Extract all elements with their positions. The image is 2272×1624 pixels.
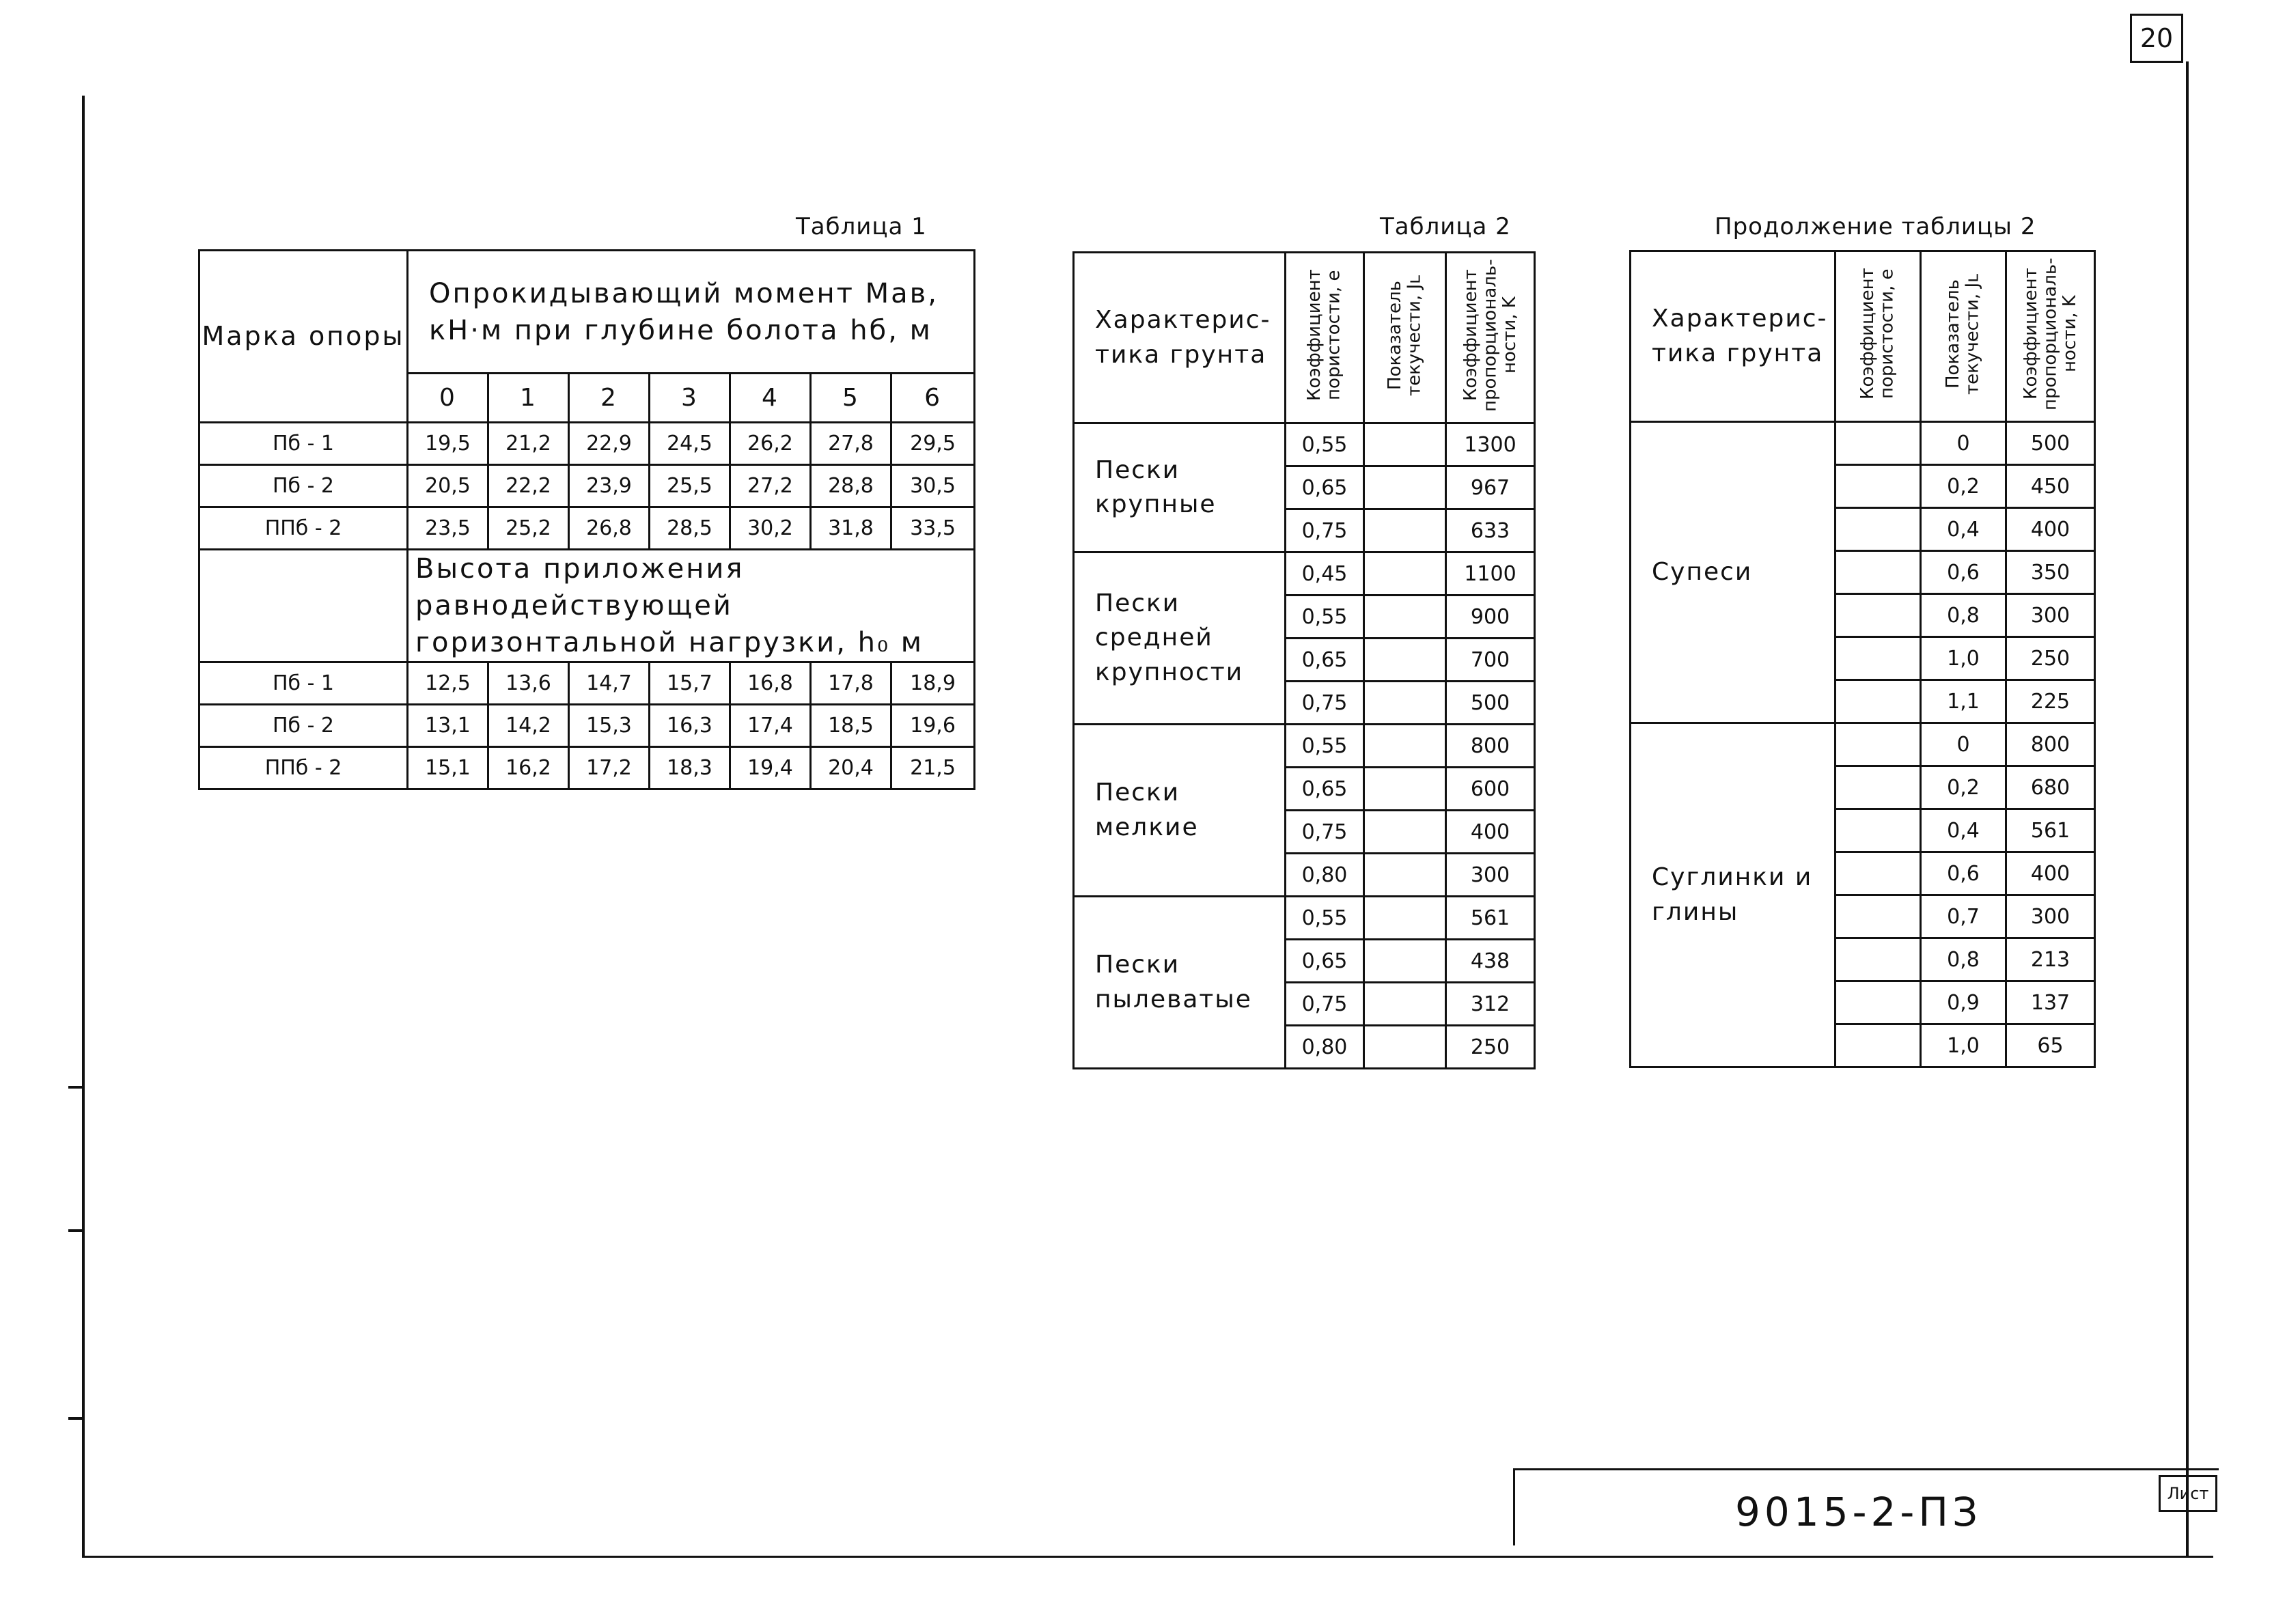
cell-jl: 0,2 [1921,766,2006,809]
cell-jl [1364,423,1446,466]
table2-col-e [1286,253,1364,423]
cell-e [1835,508,1921,551]
cell-e [1835,422,1921,465]
cell-k: 300 [2006,594,2095,637]
table-row [1074,552,1535,596]
cell-e: 0,75 [1286,509,1364,552]
cell-e [1835,723,1921,766]
cell-jl [1364,552,1446,596]
cell-k: 65 [2006,1024,2095,1067]
soil-group-name: Пески средней крупности [1074,552,1286,725]
cell-e: 0,75 [1286,811,1364,854]
frame-right-border [2186,61,2189,1557]
soil-group-name: Пески мелкие [1074,725,1286,897]
table1-mark: ППб - 2 [199,747,408,789]
cell-k: 500 [2006,422,2095,465]
cell-e: 0,80 [1286,854,1364,897]
table1-cell: 16,3 [650,705,730,747]
cell-jl [1364,639,1446,682]
table1-mark: Пб - 1 [199,423,408,465]
frame-tick-2 [68,1229,85,1232]
table1-cell: 17,8 [811,662,891,705]
table1-depth: 5 [811,374,891,423]
cell-k: 400 [2006,852,2095,895]
cell-k: 600 [1446,768,1535,811]
table1-cell: 26,2 [730,423,811,465]
table1-cell: 25,2 [488,507,569,550]
cell-k: 250 [1446,1026,1535,1069]
table1-depth: 3 [650,374,730,423]
table1-header-mark: Марка опоры [199,251,408,423]
cell-jl: 0,4 [1921,809,2006,852]
cell-jl [1364,811,1446,854]
cell-e: 0,65 [1286,940,1364,983]
table1-cell: 27,2 [730,465,811,507]
cell-k: 800 [1446,725,1535,768]
cell-e [1835,981,1921,1024]
table1-cell: 15,3 [569,705,650,747]
cell-e [1835,1024,1921,1067]
table1-cell: 18,3 [650,747,730,789]
cell-jl [1364,682,1446,725]
cell-k: 500 [1446,682,1535,725]
table-row [199,423,975,465]
table-row [1631,723,2095,766]
table1-depth: 1 [488,374,569,423]
cell-jl: 1,0 [1921,637,2006,680]
table1-depth: 2 [569,374,650,423]
cell-jl: 1,1 [1921,680,2006,723]
table1-cell: 17,4 [730,705,811,747]
cell-e: 0,55 [1286,423,1364,466]
table1-depth: 4 [730,374,811,423]
table1-cell: 30,5 [891,465,975,507]
cell-k: 561 [2006,809,2095,852]
cell-e: 0,75 [1286,983,1364,1026]
table2-col-k-text: Коэффициент пропорциональ-ности, K [1460,258,1520,412]
cell-e: 0,45 [1286,552,1364,596]
table1-cell: 13,1 [408,705,488,747]
cell-e [1835,809,1921,852]
cell-k: 400 [2006,508,2095,551]
cell-jl: 0 [1921,422,2006,465]
cell-jl [1364,509,1446,552]
cell-e [1835,766,1921,809]
table-row [1631,422,2095,465]
table1-cell: 23,5 [408,507,488,550]
cell-k: 1100 [1446,552,1535,596]
cell-k: 350 [2006,551,2095,594]
cell-jl: 0 [1921,723,2006,766]
table1-header-height: Высота приложения равнодействующей горизонтальной нагрузки, h₀ м [408,550,975,662]
table1-cell: 17,2 [569,747,650,789]
table1-cell: 22,9 [569,423,650,465]
table1-cell: 26,8 [569,507,650,550]
table1-mark: Пб - 2 [199,465,408,507]
cell-jl: 0,8 [1921,938,2006,981]
cell-jl [1364,940,1446,983]
table2-caption: Таблица 2 [1380,213,1511,240]
cell-jl [1364,897,1446,940]
cell-e [1835,465,1921,508]
table1-cell: 20,4 [811,747,891,789]
cell-jl [1364,983,1446,1026]
cell-jl [1364,725,1446,768]
table1-cell: 12,5 [408,662,488,705]
table2-col-soil: Характерис-тика грунта [1074,253,1286,423]
table1-cell: 14,7 [569,662,650,705]
cell-e [1835,637,1921,680]
table-row [199,705,975,747]
table1-cell: 19,5 [408,423,488,465]
table2-col-e-text: Коэффициент пористости, e [1304,269,1344,401]
cell-jl: 0,7 [1921,895,2006,938]
table2-cont-caption: Продолжение таблицы 2 [1715,213,2036,240]
table1-cell: 14,2 [488,705,569,747]
cell-e: 0,55 [1286,725,1364,768]
table1-cell: 21,2 [488,423,569,465]
cell-e [1835,895,1921,938]
cell-jl: 0,6 [1921,551,2006,594]
cell-k: 680 [2006,766,2095,809]
table1-cell: 18,9 [891,662,975,705]
cell-k: 250 [2006,637,2095,680]
cell-e [1835,852,1921,895]
soil-group-name: Супеси [1631,422,1835,723]
table1-depth: 6 [891,374,975,423]
table2-cont-col-k [2006,251,2095,422]
sheet-label: Лист [2159,1475,2217,1512]
cell-k: 1300 [1446,423,1535,466]
cell-k: 900 [1446,596,1535,639]
table-row [1074,725,1535,768]
frame-tick-1 [68,1086,85,1089]
cell-jl [1364,768,1446,811]
table1-cell: 19,6 [891,705,975,747]
table1-cell: 19,4 [730,747,811,789]
table1-cell: 23,9 [569,465,650,507]
table1-empty-cell [199,550,408,662]
table1-cell: 15,1 [408,747,488,789]
table1-cell: 20,5 [408,465,488,507]
cell-jl: 0,2 [1921,465,2006,508]
cell-e: 0,65 [1286,639,1364,682]
sheet-number: 20 [2130,14,2183,63]
table1-cell: 33,5 [891,507,975,550]
table-row [199,662,975,705]
cell-jl [1364,854,1446,897]
table-row [199,507,975,550]
cell-e [1835,594,1921,637]
cell-k: 450 [2006,465,2095,508]
table1 [198,249,975,790]
table1-cell: 31,8 [811,507,891,550]
cell-k: 225 [2006,680,2095,723]
soil-group-name: Суглинки и глины [1631,723,1835,1067]
table2-cont-col-e [1835,251,1921,422]
cell-jl [1364,466,1446,509]
cell-k: 312 [1446,983,1535,1026]
table1-mark: Пб - 2 [199,705,408,747]
table1-header-moment: Опрокидывающий момент Mав, кН·м при глубине болота hб, м [408,251,975,374]
table-row [1074,423,1535,466]
table1-cell: 27,8 [811,423,891,465]
cell-jl [1364,596,1446,639]
table-row [199,465,975,507]
table2-cont-body [1631,422,2095,1067]
cell-jl: 1,0 [1921,1024,2006,1067]
table2-cont-col-jl-text: Показатель текучести, Jʟ [1943,272,1983,395]
cell-k: 137 [2006,981,2095,1024]
table1-caption: Таблица 1 [796,213,927,240]
table1-mark: ППб - 2 [199,507,408,550]
table2-col-jl [1364,253,1446,423]
table1-cell: 28,8 [811,465,891,507]
table1-cell: 30,2 [730,507,811,550]
table2-continued [1629,250,2096,1068]
table1-cell: 15,7 [650,662,730,705]
table1-cell: 29,5 [891,423,975,465]
table2-cont-col-soil: Характерис-тика грунта [1631,251,1835,422]
table1-cell: 24,5 [650,423,730,465]
table-row [1074,897,1535,940]
cell-k: 700 [1446,639,1535,682]
table1-mark: Пб - 1 [199,662,408,705]
cell-e: 0,80 [1286,1026,1364,1069]
cell-e: 0,65 [1286,466,1364,509]
cell-jl: 0,8 [1921,594,2006,637]
cell-k: 561 [1446,897,1535,940]
frame-bottom-border [82,1556,2213,1558]
table1-cell: 28,5 [650,507,730,550]
table2-col-jl-text: Показатель текучести, Jʟ [1384,274,1425,396]
soil-group-name: Пески пылеватые [1074,897,1286,1069]
cell-k: 967 [1446,466,1535,509]
table2-cont-col-e-text: Коэффициент пористости, e [1857,268,1898,400]
cell-e: 0,75 [1286,682,1364,725]
table1-cell: 16,8 [730,662,811,705]
frame-tick-3 [68,1417,85,1420]
cell-e [1835,680,1921,723]
table1-cell: 16,2 [488,747,569,789]
frame-left-border [82,96,85,1557]
cell-k: 633 [1446,509,1535,552]
cell-e [1835,551,1921,594]
cell-jl: 0,9 [1921,981,2006,1024]
table2-cont-col-jl [1921,251,2006,422]
cell-e [1835,938,1921,981]
table2-col-k [1446,253,1535,423]
cell-k: 438 [1446,940,1535,983]
table-row [199,747,975,789]
cell-jl: 0,6 [1921,852,2006,895]
table1-cell: 21,5 [891,747,975,789]
cell-e: 0,55 [1286,596,1364,639]
cell-k: 300 [1446,854,1535,897]
cell-jl: 0,4 [1921,508,2006,551]
cell-k: 213 [2006,938,2095,981]
cell-e: 0,55 [1286,897,1364,940]
document-code: 9015-2-ПЗ [1735,1489,1982,1535]
table1-cell: 25,5 [650,465,730,507]
cell-jl [1364,1026,1446,1069]
table2-cont-col-k-text: Коэффициент пропорциональ-ности, K [2020,257,2080,410]
table1-cell: 13,6 [488,662,569,705]
table1-depth: 0 [408,374,488,423]
table2 [1072,251,1536,1069]
table2-body [1074,423,1535,1069]
cell-k: 800 [2006,723,2095,766]
table1-cell: 18,5 [811,705,891,747]
cell-k: 400 [1446,811,1535,854]
soil-group-name: Пески крупные [1074,423,1286,552]
cell-k: 300 [2006,895,2095,938]
table1-cell: 22,2 [488,465,569,507]
cell-e: 0,65 [1286,768,1364,811]
